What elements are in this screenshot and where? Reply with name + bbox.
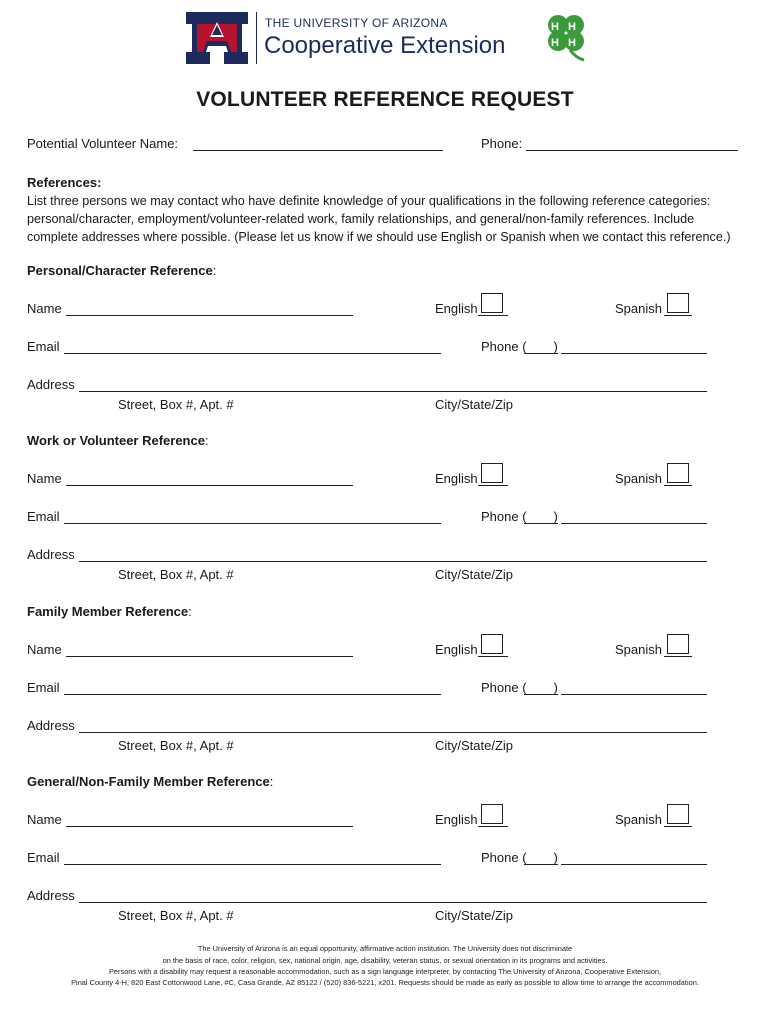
email-field-family[interactable] xyxy=(64,694,441,695)
english-underline xyxy=(478,485,508,486)
phone-area-code-field-general[interactable] xyxy=(524,864,558,865)
phone-label-close: ) xyxy=(553,509,558,524)
university-logo xyxy=(184,10,250,66)
svg-text:H: H xyxy=(551,21,559,33)
name-field-personal[interactable] xyxy=(66,315,353,316)
spanish-checkbox-general[interactable] xyxy=(667,804,689,824)
phone-area-code-field-family[interactable] xyxy=(524,694,558,695)
volunteer-phone-field[interactable] xyxy=(526,150,738,151)
name-label: Name xyxy=(27,812,62,827)
city-hint: City/State/Zip xyxy=(435,908,514,923)
name-label: Name xyxy=(27,471,62,486)
name-label: Name xyxy=(27,642,62,657)
phone-label-text: Phone ( xyxy=(481,509,527,524)
section-title-text: Family Member Reference xyxy=(27,604,189,619)
phone-number-field-personal[interactable] xyxy=(561,353,707,354)
spanish-label: Spanish xyxy=(615,471,662,486)
extension-name: Cooperative Extension xyxy=(264,32,506,59)
name-label: Name xyxy=(27,301,62,316)
address-label: Address xyxy=(27,377,75,392)
4h-clover-logo xyxy=(540,10,592,62)
street-hint: Street, Box #, Apt. # xyxy=(118,738,234,753)
clover-icon xyxy=(540,10,592,62)
address-field-general[interactable] xyxy=(79,902,707,903)
svg-text:H: H xyxy=(551,37,559,49)
city-hint: City/State/Zip xyxy=(435,738,514,753)
section-title-colon: : xyxy=(188,604,192,619)
phone-label xyxy=(481,850,558,865)
instructions-text: List three persons we may contact who have definite knowledge of your qualifications in the following reference categories: personal/character, employment/volunteer-related work, family relationships, and general/non-family references. Include complete addresses where possible. (Please let us know if we should use English or Spanish when we contact this reference.) xyxy=(27,194,731,244)
spanish-underline xyxy=(664,315,692,316)
phone-area-code-field-personal[interactable] xyxy=(524,353,558,354)
university-name: THE UNIVERSITY OF ARIZONA xyxy=(265,16,448,30)
footer-line-4: Pinal County 4-H, 820 East Cottonwood Lane, #C, Casa Grande, AZ 85122 / (520) 836-5221, x201. Requests should be made as early as possible to allow time to arrange the accommodation. xyxy=(71,978,699,987)
section-title-colon: : xyxy=(204,433,209,448)
logo-divider xyxy=(256,12,257,64)
address-field-family[interactable] xyxy=(79,732,707,733)
phone-label xyxy=(481,339,558,354)
phone-label-text: Phone ( xyxy=(481,680,527,695)
phone-number-field-family[interactable] xyxy=(561,694,707,695)
phone-label-close: ) xyxy=(553,680,558,695)
section-title-colon: : xyxy=(212,263,217,278)
english-underline xyxy=(478,315,508,316)
street-hint: Street, Box #, Apt. # xyxy=(118,567,234,582)
address-field-personal[interactable] xyxy=(79,391,707,392)
section-title-colon: : xyxy=(269,774,274,789)
page-title: VOLUNTEER REFERENCE REQUEST xyxy=(196,88,574,111)
footer-line-1: The University of Arizona is an equal opportunity, affirmative action institution. The University does not discriminate xyxy=(197,944,573,953)
references-heading: References: xyxy=(27,175,102,190)
address-label: Address xyxy=(27,888,75,903)
english-checkbox-work[interactable] xyxy=(481,463,503,483)
phone-label-text: Phone ( xyxy=(481,850,527,865)
english-label: English xyxy=(435,301,478,316)
footer-line-2: on the basis of race, color, religion, sex, national origin, age, disability, veteran status, or sexual orientation in its programs and activities. xyxy=(162,956,608,965)
phone-label-text: Phone ( xyxy=(481,339,527,354)
email-label: Email xyxy=(27,509,60,524)
section-title-personal xyxy=(27,263,216,278)
english-checkbox-family[interactable] xyxy=(481,634,503,654)
spanish-checkbox-family[interactable] xyxy=(667,634,689,654)
spanish-underline xyxy=(664,485,692,486)
section-title-text: General/Non-Family Member Reference xyxy=(27,774,270,789)
svg-text:H: H xyxy=(568,37,576,49)
section-title-general xyxy=(27,774,273,789)
phone-area-code-field-work[interactable] xyxy=(524,523,558,524)
section-title-text: Work or Volunteer Reference xyxy=(27,433,205,448)
email-label: Email xyxy=(27,850,60,865)
spanish-checkbox-work[interactable] xyxy=(667,463,689,483)
section-title-work xyxy=(27,433,209,448)
phone-label xyxy=(481,680,558,695)
english-label: English xyxy=(435,642,478,657)
english-underline xyxy=(478,656,508,657)
english-checkbox-personal[interactable] xyxy=(481,293,503,313)
street-hint: Street, Box #, Apt. # xyxy=(118,397,234,412)
english-label: English xyxy=(435,812,478,827)
volunteer-name-label: Potential Volunteer Name: xyxy=(27,136,179,151)
spanish-underline xyxy=(664,656,692,657)
phone-label-close: ) xyxy=(553,339,558,354)
phone-number-field-work[interactable] xyxy=(561,523,707,524)
spanish-label: Spanish xyxy=(615,301,662,316)
english-checkbox-general[interactable] xyxy=(481,804,503,824)
address-field-work[interactable] xyxy=(79,561,707,562)
spanish-checkbox-personal[interactable] xyxy=(667,293,689,313)
email-field-general[interactable] xyxy=(64,864,441,865)
city-hint: City/State/Zip xyxy=(435,567,514,582)
footer-line-3: Persons with a disability may request a reasonable accommodation, such as a sign language interpreter, by contacting The University of Arizona, Cooperative Extension, xyxy=(109,967,661,976)
email-field-work[interactable] xyxy=(64,523,441,524)
block-a-logo-icon xyxy=(184,10,250,66)
english-label: English xyxy=(435,471,478,486)
email-label: Email xyxy=(27,339,60,354)
svg-text:H: H xyxy=(568,21,576,33)
email-label: Email xyxy=(27,680,60,695)
phone-label-close: ) xyxy=(553,850,558,865)
volunteer-phone-label: Phone: xyxy=(481,136,523,151)
name-field-general[interactable] xyxy=(66,826,353,827)
email-field-personal[interactable] xyxy=(64,353,441,354)
city-hint: City/State/Zip xyxy=(435,397,514,412)
section-title-text: Personal/Character Reference xyxy=(27,263,213,278)
spanish-label: Spanish xyxy=(615,812,662,827)
spanish-label: Spanish xyxy=(615,642,662,657)
volunteer-name-field[interactable] xyxy=(193,150,443,151)
english-underline xyxy=(478,826,508,827)
address-label: Address xyxy=(27,547,75,562)
name-field-work[interactable] xyxy=(66,485,353,486)
section-title-family xyxy=(27,604,192,619)
phone-label xyxy=(481,509,558,524)
address-label: Address xyxy=(27,718,75,733)
name-field-family[interactable] xyxy=(66,656,353,657)
spanish-underline xyxy=(664,826,692,827)
phone-number-field-general[interactable] xyxy=(561,864,707,865)
street-hint: Street, Box #, Apt. # xyxy=(118,908,234,923)
